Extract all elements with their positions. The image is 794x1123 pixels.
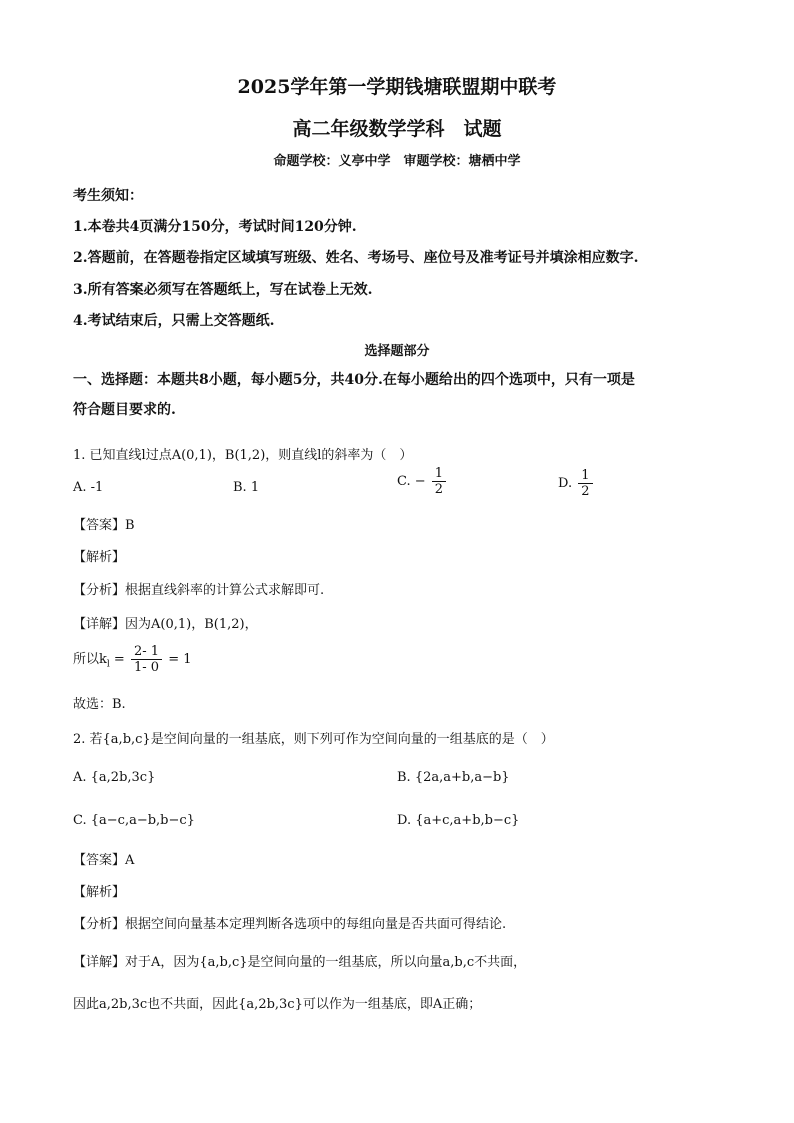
q1-option-c-denominator: 2 <box>434 482 444 497</box>
part-instruction-line2: 符合题目要求的. <box>73 402 176 418</box>
q2-analysis: 【分析】根据空间向量基本定理判断各选项中的每组向量是否共面可得结论. <box>73 917 507 932</box>
q1-calc-result: = 1 <box>168 652 192 667</box>
q2-option-b: B. {2a,a+b,a−b} <box>397 770 510 785</box>
q1-calc-prefix: 所以k <box>73 652 107 667</box>
q1-option-a: A. -1 <box>73 480 104 495</box>
q1-detail: 【详解】因为A(0,1)，B(1,2)， <box>73 617 258 632</box>
notice-item-1: 1.本卷共4页满分150分，考试时间120分钟. <box>73 219 357 235</box>
notice-item-2: 2.答题前，在答题卷指定区域填写班级、姓名、考场号、座位号及准考证号并填涂相应数字. <box>73 250 639 266</box>
section-title: 选择题部分 <box>364 344 430 359</box>
q1-calc-subscript: l <box>106 659 110 670</box>
q1-calculation <box>73 644 191 675</box>
q1-option-c-fraction <box>432 466 446 497</box>
q1-option-c-numerator: 1 <box>432 466 446 482</box>
question-1-stem: 1. 已知直线l过点A(0,1)，B(1,2)，则直线l的斜率为（ ） <box>73 448 413 463</box>
q2-option-a: A. {a,2b,3c} <box>73 770 156 785</box>
q1-answer: 【答案】B <box>73 518 135 533</box>
q2-detail-line1: 【详解】对于A，因为{a,b,c}是空间向量的一组基底，所以向量a,b,c不共面， <box>73 955 527 970</box>
notice-item-4: 4.考试结束后，只需上交答题纸. <box>73 313 275 329</box>
part-instruction-line1: 一、选择题：本题共8小题，每小题5分，共40分.在每小题给出的四个选项中，只有一项是 <box>73 372 635 388</box>
q1-choice: 故选：B. <box>73 697 126 712</box>
q1-calc-numerator: 2- 1 <box>131 644 162 660</box>
notice-item-3: 3.所有答案必须写在答题纸上，写在试卷上无效. <box>73 282 373 298</box>
q1-option-d <box>558 468 595 499</box>
q1-calc-denominator: 1- 0 <box>133 660 160 675</box>
q1-analysis: 【分析】根据直线斜率的计算公式求解即可. <box>73 583 325 598</box>
q1-option-d-label: D. <box>558 476 577 491</box>
q1-calc-fraction <box>131 644 162 675</box>
question-2-stem: 2. 若{a,b,c}是空间向量的一组基底，则下列可作为空间向量的一组基底的是（ ） <box>73 732 554 747</box>
q1-option-d-fraction <box>578 468 592 499</box>
q1-option-c <box>397 466 448 497</box>
q1-option-c-label: C. − <box>397 474 426 489</box>
q2-analysis-heading: 【解析】 <box>73 885 126 900</box>
q2-option-d: D. {a+c,a+b,b−c} <box>397 813 520 828</box>
q1-option-d-denominator: 2 <box>581 484 590 499</box>
q1-option-d-numerator: 1 <box>578 468 592 484</box>
q1-analysis-heading: 【解析】 <box>73 550 126 565</box>
notice-heading: 考生须知： <box>73 188 143 204</box>
q1-option-b: B. 1 <box>233 480 260 495</box>
q2-detail-line2: 因此a,2b,3c也不共面，因此{a,2b,3c}可以作为一组基底，即A正确； <box>73 997 482 1012</box>
school-info: 命题学校：义亭中学 审题学校：塘栖中学 <box>273 154 521 169</box>
q1-calc-equals: = <box>113 652 125 667</box>
exam-subject-title: 高二年级数学学科 试题 <box>292 118 502 140</box>
q2-option-c: C. {a−c,a−b,b−c} <box>73 813 195 828</box>
q2-answer: 【答案】A <box>73 853 135 868</box>
exam-title: 2025学年第一学期钱塘联盟期中联考 <box>237 76 557 98</box>
